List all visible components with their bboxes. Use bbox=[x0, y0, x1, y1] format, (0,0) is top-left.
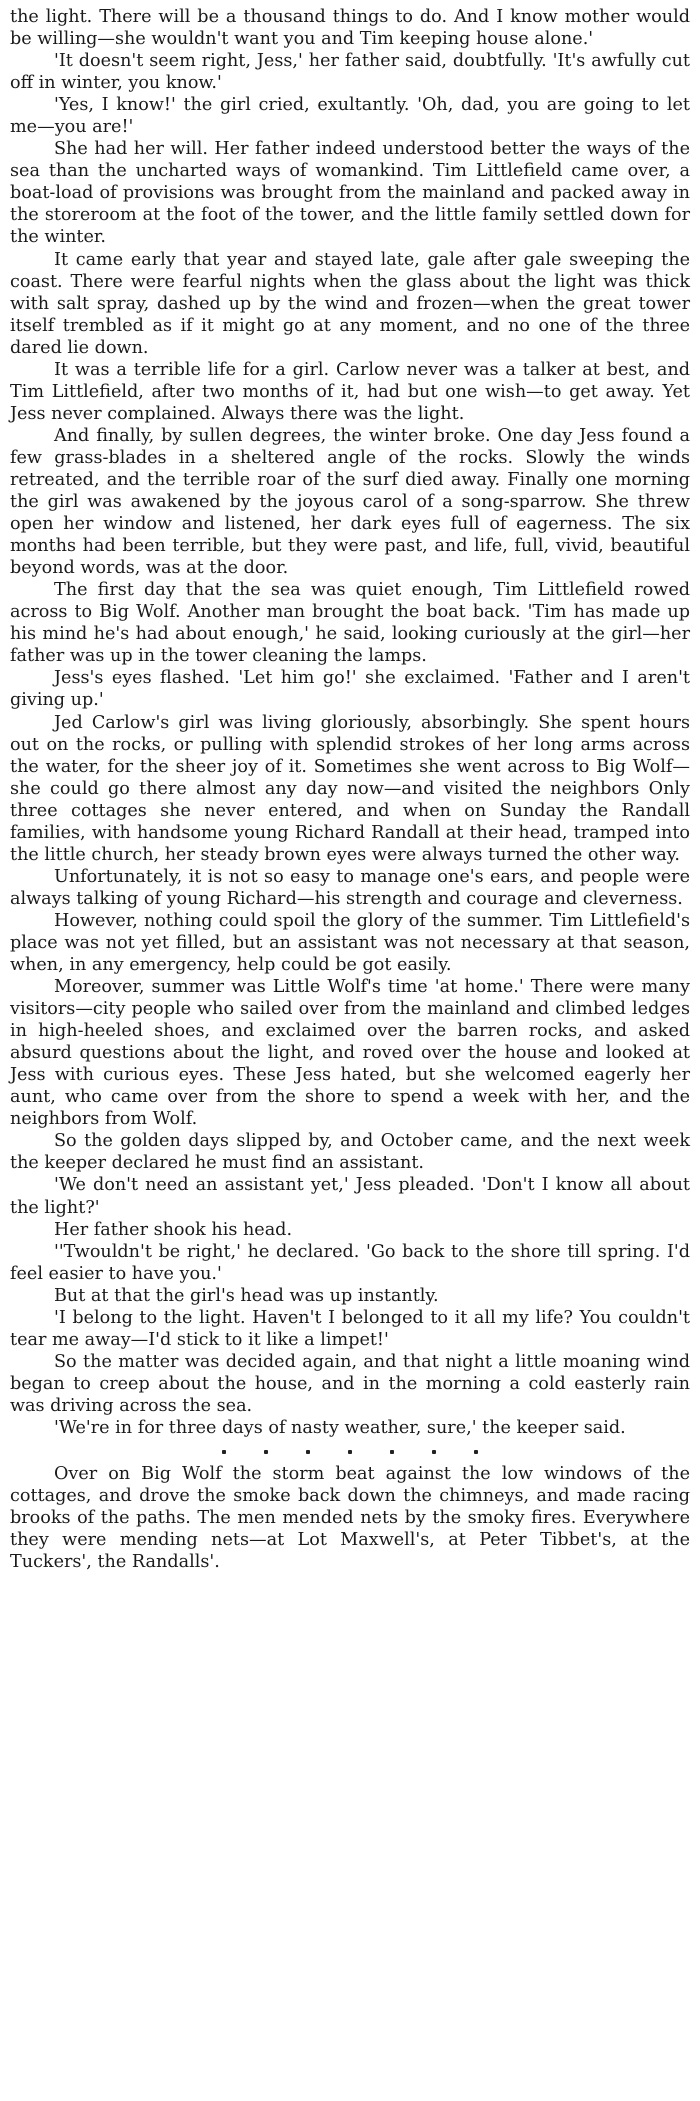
divider-dot bbox=[474, 1450, 478, 1454]
paragraph: 'I belong to the light. Haven't I belonged to it all my life? You couldn't tear me away—I'd stick to it like a limpet!' bbox=[10, 1307, 690, 1350]
section-divider bbox=[10, 1441, 690, 1463]
divider-dot bbox=[348, 1450, 352, 1454]
paragraph: It came early that year and stayed late, gale after gale sweeping the coast. There were fearful nights when the glass about the light was thick with salt spray, dashed up by the wind and frozen—when the great tower itself trembled as if it might go at any moment, and no one of the three dared lie down. bbox=[10, 249, 690, 358]
paragraph: 'We don't need an assistant yet,' Jess pleaded. 'Don't I know all about the light?' bbox=[10, 1175, 690, 1218]
paragraph: Her father shook his head. bbox=[54, 1219, 293, 1240]
paragraph: The first day that the sea was quiet enough, Tim Littlefield rowed across to Big Wolf. Another man brought the boat back. 'Tim has made up his mind he's had about enough,' he said, looking curiously at the girl—her father was up in the tower cleaning the lamps. bbox=[10, 580, 690, 667]
paragraph: 'We're in for three days of nasty weather, sure,' the keeper said. bbox=[54, 1418, 626, 1438]
paragraph: Over on Big Wolf the storm beat against the low windows of the cottages, and drove the smoke back down the chimneys, and made racing brooks of the paths. The men mended nets by the smoky fires. Everywhere they were mending nets—at Lot Maxwell's, at Peter Tibbet's, at the Tuckers', the Randalls'. bbox=[10, 1464, 690, 1573]
paragraph: ''Twouldn't be right,' he declared. 'Go back to the shore till spring. I'd feel easier to have you.' bbox=[10, 1241, 690, 1284]
paragraph: So the matter was decided again, and that night a little moaning wind began to creep about the house, and in the morning a cold easterly rain was driving across the sea. bbox=[10, 1351, 690, 1416]
paragraph: And finally, by sullen degrees, the winter broke. One day Jess found a few grass-blades in a sheltered angle of the rocks. Slowly the winds retreated, and the terrible roar of the surf died away. Finally one morning the girl was awakened by the joyous carol of a song-sparrow. She threw open her window and listened, her dark eyes full of eagerness. The six months had been terrible, but they were past, and life, full, vivid, beautiful beyond words, was at the door. bbox=[10, 425, 690, 579]
paragraph: 'It doesn't seem right, Jess,' her father said, doubtfully. 'It's awfully cut off in winter, you know.' bbox=[10, 51, 690, 94]
paragraph: However, nothing could spoil the glory of the summer. Tim Littlefield's place was not yet filled, but an assistant was not necessary at that season, when, in any emergency, help could be got easily. bbox=[10, 910, 690, 976]
paragraph: It was a terrible life for a girl. Carlow never was a talker at best, and Tim Littlefield, after two months of it, had but one wish—to get away. Yet Jess never complained. Always there was the light. bbox=[10, 359, 690, 424]
divider-dot bbox=[222, 1450, 226, 1454]
paragraph: 'Yes, I know!' the girl cried, exultantly. 'Oh, dad, you are going to let me—you are!' bbox=[10, 95, 690, 138]
paragraph: the light. There will be a thousand things to do. And I know mother would be willing—she wouldn't want you and Tim keeping house alone.' bbox=[10, 7, 690, 50]
paragraph: But at that the girl's head was up instantly. bbox=[54, 1285, 439, 1306]
paragraph: So the golden days slipped by, and October came, and the next week the keeper declared he must find an assistant. bbox=[10, 1131, 690, 1174]
paragraph: She had her will. Her father indeed understood better the ways of the sea than the uncharted ways of womankind. Tim Littlefield came over, a boat-load of provisions was brought from the mainland and packed away in the storeroom at the foot of the tower, and the little family settled down for the winter. bbox=[10, 139, 690, 248]
paragraph: Jess's eyes flashed. 'Let him go!' she exclaimed. 'Father and I aren't giving up.' bbox=[10, 668, 690, 711]
divider-dot bbox=[264, 1450, 268, 1454]
divider-dot bbox=[390, 1450, 394, 1454]
divider-dot bbox=[306, 1450, 310, 1454]
paragraph: Moreover, summer was Little Wolf's time 'at home.' There were many visitors—city people who sailed over from the mainland and climbed ledges in high-heeled shoes, and exclaimed over the barren rocks, and asked absurd questions about the light, and roved over the house and looked at Jess with curious eyes. These Jess hated, but she welcomed eagerly her aunt, who came over from the shore to spend a week with her, and the neighbors from Wolf. bbox=[10, 977, 690, 1130]
paragraph: Jed Carlow's girl was living gloriously, absorbingly. She spent hours out on the rocks, or pulling with splendid strokes of her long arms across the water, for the sheer joy of it. Sometimes she went across to Big Wolf—she could go there almost any day now—and visited the neighbors Only three cottages she never entered, and when on Sunday the Randall families, with handsome young Richard Randall at their head, tramped into the little church, her steady brown eyes were always turned the other way. bbox=[10, 712, 690, 865]
divider-dot bbox=[432, 1450, 436, 1454]
paragraph: Unfortunately, it is not so easy to manage one's ears, and people were always talking of young Richard—his strength and courage and cleverness. bbox=[10, 866, 690, 909]
